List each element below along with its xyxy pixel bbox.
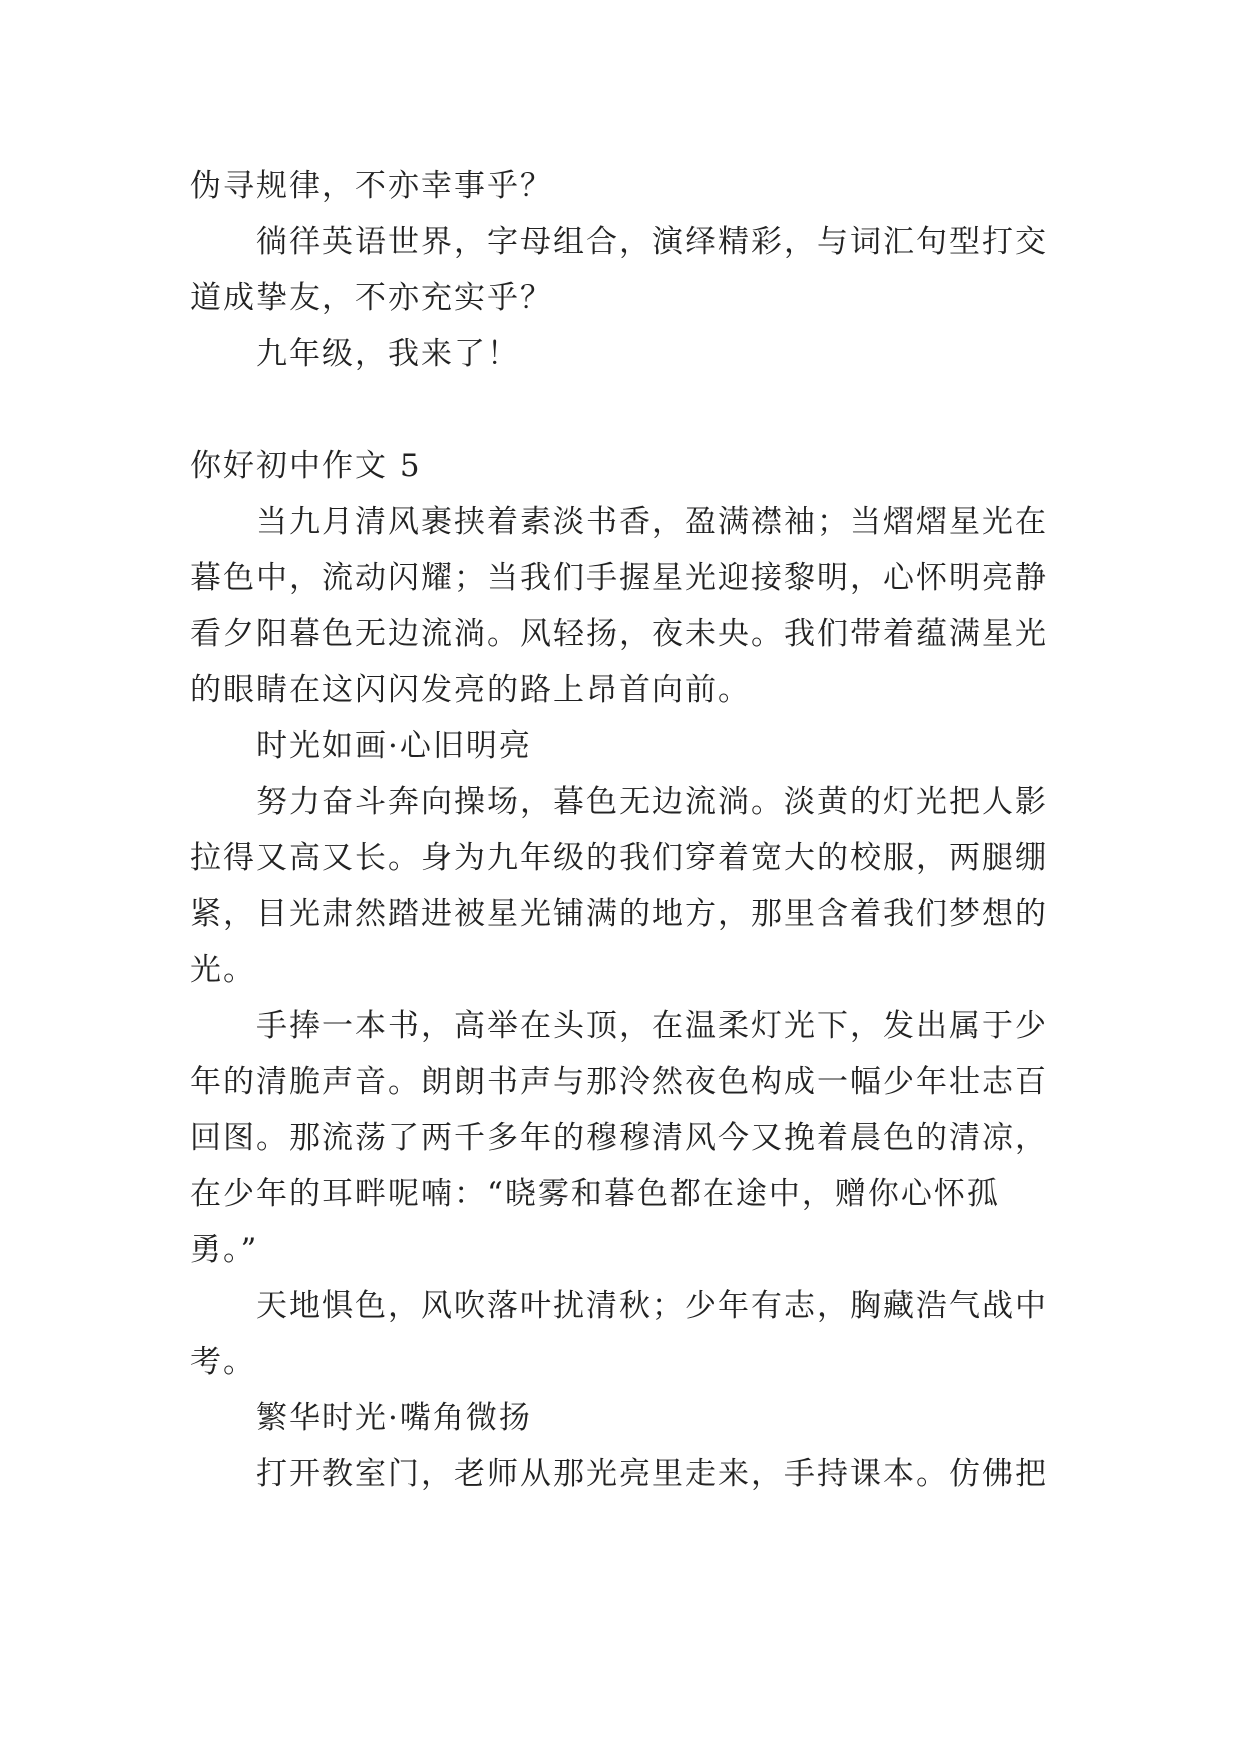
paragraph-line: 伪寻规律，不亦幸事乎？: [190, 168, 553, 204]
paragraph-line: 打开教室门，老师从那光亮里走来，手持课本。仿佛把: [256, 1456, 1048, 1492]
paragraph-line: 拉得又高又长。身为九年级的我们穿着宽大的校服，两腿绷: [190, 840, 1048, 876]
paragraph-line: 天地惧色，风吹落叶扰清秋；少年有志，胸藏浩气战中: [256, 1288, 1048, 1324]
paragraph-line: 在少年的耳畔呢喃：“晓雾和暮色都在途中，赠你心怀孤: [190, 1176, 1000, 1212]
paragraph-line: 手捧一本书，高举在头顶，在温柔灯光下，发出属于少: [256, 1008, 1048, 1044]
paragraph-line: 九年级，我来了！: [256, 336, 520, 372]
paragraph-line: 看夕阳暮色无边流淌。风轻扬，夜未央。我们带着蕴满星光: [190, 616, 1048, 652]
subheading: 时光如画·心旧明亮: [256, 728, 532, 764]
paragraph-line: 徜徉英语世界，字母组合，演绎精彩，与词汇句型打交: [256, 224, 1048, 260]
document-body: [190, 158, 1052, 1502]
section-title: 你好初中作文 5: [190, 448, 422, 484]
subheading: 繁华时光·嘴角微扬: [256, 1400, 532, 1436]
paragraph-line: 暮色中，流动闪耀；当我们手握星光迎接黎明，心怀明亮静: [190, 560, 1048, 596]
paragraph-line: 考。: [190, 1344, 256, 1380]
section-gap: [190, 382, 1052, 438]
paragraph-line: 的眼睛在这闪闪发亮的路上昂首向前。: [190, 672, 751, 708]
paragraph-line: 回图。那流荡了两千多年的穆穆清风今又挽着晨色的清凉，: [190, 1120, 1048, 1156]
paragraph-line: 光。: [190, 952, 256, 988]
paragraph-line: 道成挚友，不亦充实乎？: [190, 280, 553, 316]
paragraph-line: 勇。”: [190, 1232, 259, 1268]
paragraph-line: 努力奋斗奔向操场，暮色无边流淌。淡黄的灯光把人影: [256, 784, 1048, 820]
paragraph-line: 紧，目光肃然踏进被星光铺满的地方，那里含着我们梦想的: [190, 896, 1048, 932]
paragraph-line: 当九月清风裹挟着素淡书香，盈满襟袖；当熠熠星光在: [256, 504, 1048, 540]
paragraph-line: 年的清脆声音。朗朗书声与那泠然夜色构成一幅少年壮志百: [190, 1064, 1048, 1100]
